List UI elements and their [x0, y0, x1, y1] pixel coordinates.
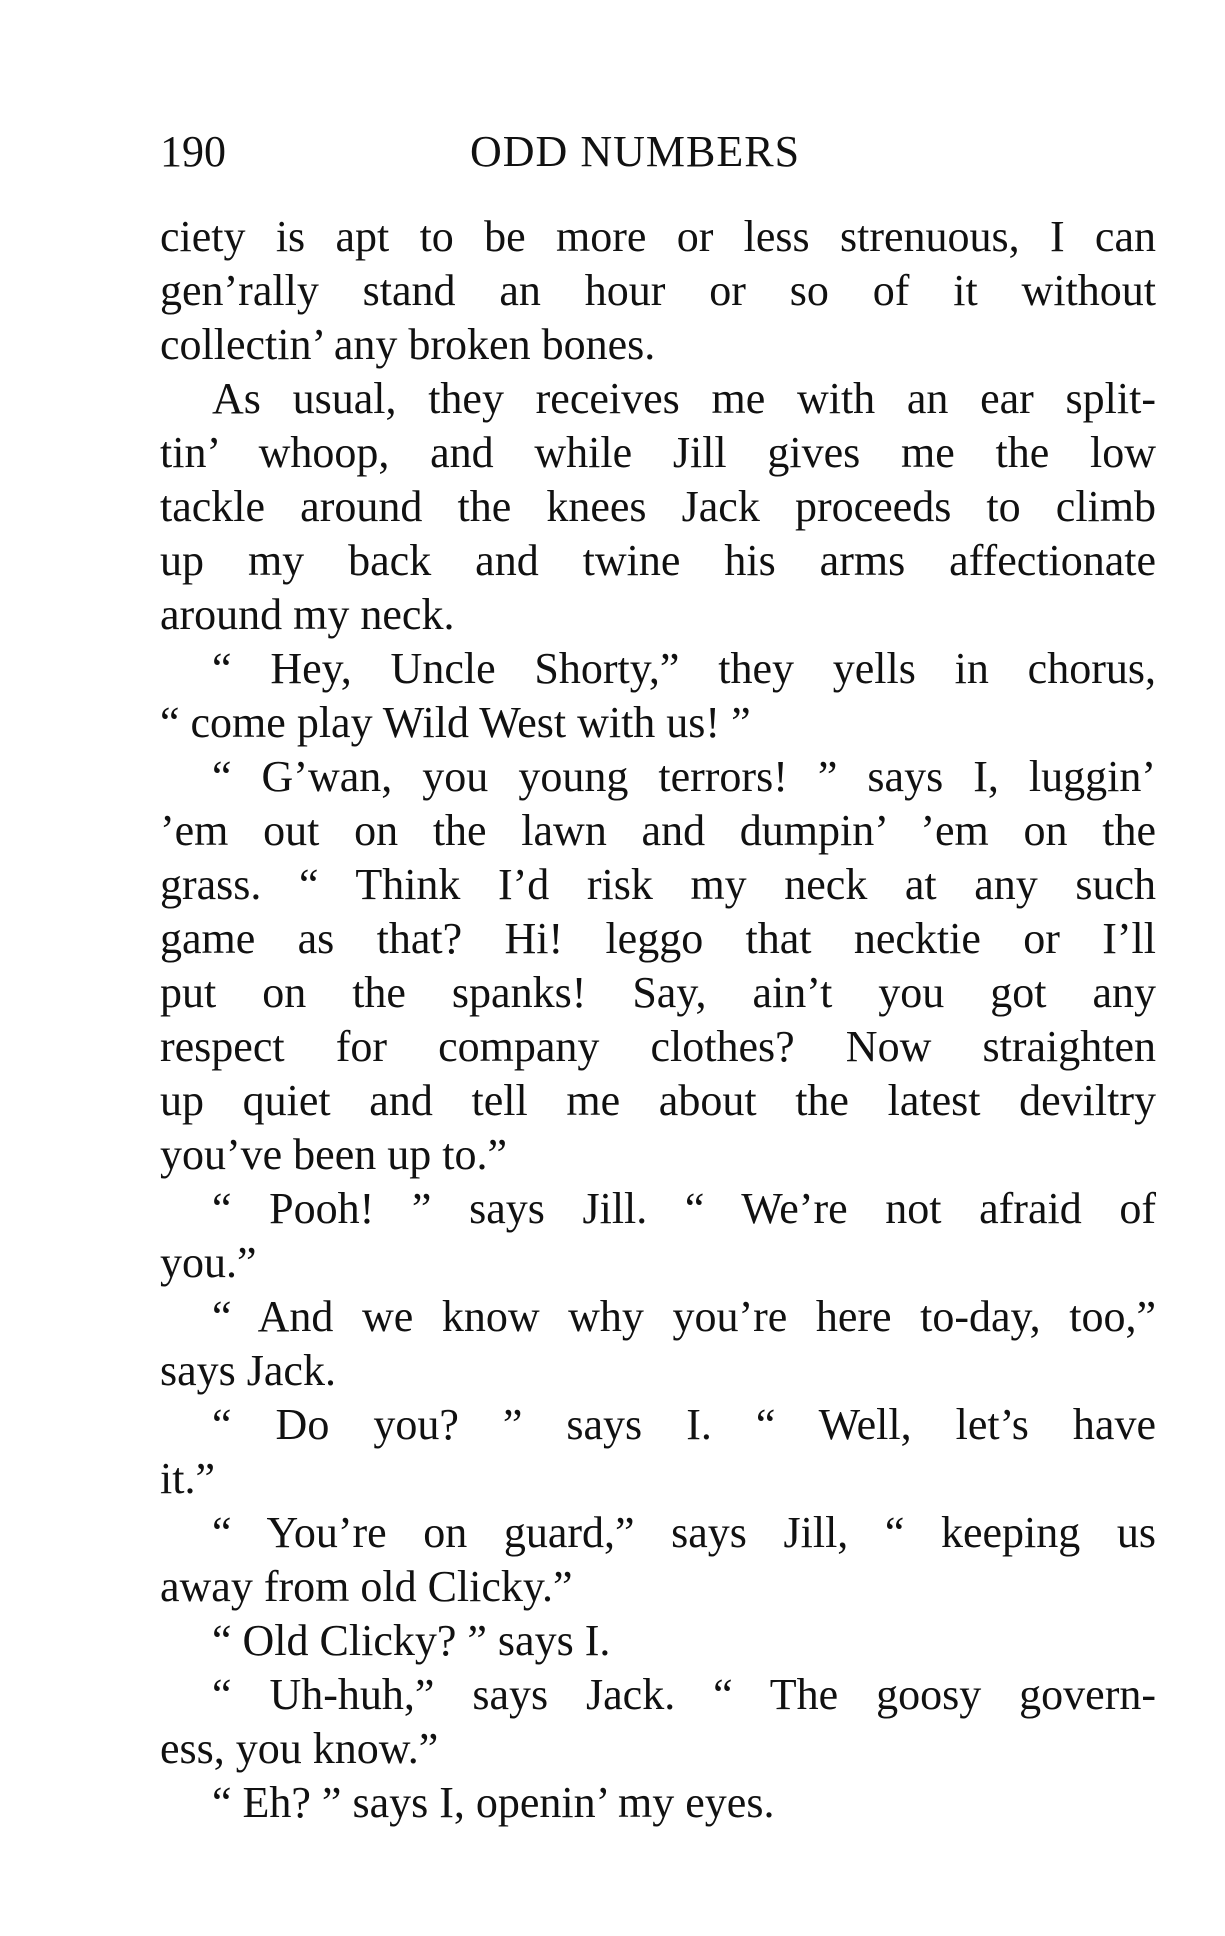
running-head: ODD NUMBERS	[470, 127, 801, 176]
text-line: “ come play Wild West with us! ”	[160, 698, 751, 747]
text-line: “ Do you? ” says I. “ Well, let’s have	[212, 1400, 1156, 1449]
text-line: up quiet and tell me about the latest deviltry	[160, 1076, 1156, 1125]
text-line: grass. “ Think I’d risk my neck at any such	[160, 860, 1156, 909]
body-text	[160, 210, 1156, 1830]
text-line: respect for company clothes? Now straighten	[160, 1022, 1156, 1071]
text-line: ’em out on the lawn and dumpin’ ’em on the	[160, 806, 1156, 855]
text-line: “ Hey, Uncle Shorty,” they yells in chorus,	[212, 644, 1156, 693]
text-line: “ Old Clicky? ” says I.	[212, 1616, 611, 1665]
text-line: put on the spanks! Say, ain’t you got any	[160, 968, 1156, 1017]
text-line: “ Uh-huh,” says Jack. “ The goosy govern-	[212, 1670, 1156, 1719]
text-line: collectin’ any broken bones.	[160, 320, 656, 369]
text-line: you.”	[160, 1238, 257, 1287]
text-line: ess, you know.”	[160, 1724, 439, 1773]
text-line: tin’ whoop, and while Jill gives me the low	[160, 428, 1156, 477]
text-line: tackle around the knees Jack proceeds to climb	[160, 482, 1156, 531]
text-line: gen’rally stand an hour or so of it without	[160, 266, 1156, 315]
text-line: “ Pooh! ” says Jill. “ We’re not afraid of	[212, 1184, 1156, 1233]
text-line: “ And we know why you’re here to-day, too,”	[212, 1292, 1156, 1341]
text-line: game as that? Hi! leggo that necktie or I’ll	[160, 914, 1156, 963]
text-line: you’ve been up to.”	[160, 1130, 507, 1179]
text-line: up my back and twine his arms affectionate	[160, 536, 1156, 585]
text-line: ciety is apt to be more or less strenuous, I can	[160, 212, 1156, 261]
page-header	[160, 122, 1160, 182]
text-line: “ Eh? ” says I, openin’ my eyes.	[212, 1778, 775, 1827]
text-line: As usual, they receives me with an ear split-	[212, 374, 1156, 423]
text-line: away from old Clicky.”	[160, 1562, 573, 1611]
page-number: 190	[160, 127, 226, 176]
text-line: “ G’wan, you young terrors! ” says I, luggin’	[212, 752, 1156, 801]
text-line: “ You’re on guard,” says Jill, “ keeping us	[212, 1508, 1156, 1557]
text-line: around my neck.	[160, 590, 455, 639]
text-line: says Jack.	[160, 1346, 336, 1395]
text-line: it.”	[160, 1454, 215, 1503]
